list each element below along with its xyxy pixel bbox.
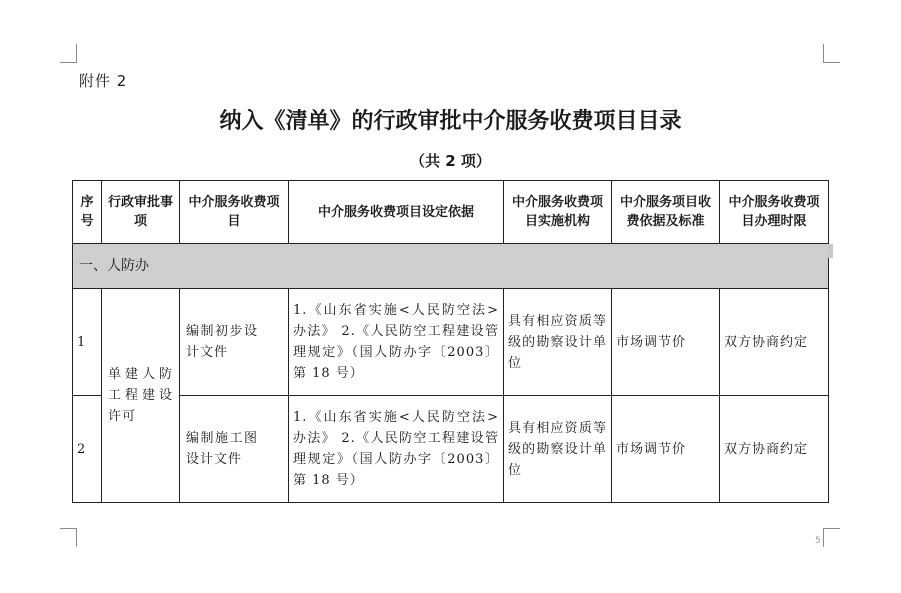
row-time-limit: 双方协商约定 — [720, 396, 829, 503]
crop-mark-top-left — [60, 44, 77, 63]
table-row — [73, 396, 829, 503]
row-no: 1 — [73, 289, 102, 396]
attachment-label: 附件 2 — [79, 72, 128, 90]
section-label: 一、人防办 — [73, 244, 829, 289]
header-approval-item: 行政审批事项 — [102, 181, 180, 244]
document-title: 纳入《清单》的行政审批中介服务收费项目目录 — [219, 109, 682, 134]
row-agency: 具有相应资质等级的勘察设计单位 — [504, 396, 612, 503]
page-number: 5 — [815, 536, 821, 546]
row-basis: 1.《山东省实施<人民防空法>办法》 2.《人民防空工程建设管理规定》（国人防办字〔2003〕第 18 号） — [289, 289, 504, 396]
table-row — [73, 289, 829, 396]
header-no: 序号 — [73, 181, 102, 244]
fee-items-table — [72, 180, 829, 503]
row-agency: 具有相应资质等级的勘察设计单位 — [504, 289, 612, 396]
header-project: 中介服务收费项目 — [180, 181, 289, 244]
row-project: 编制施工图设计文件 — [180, 396, 289, 503]
header-fee-basis: 中介服务项目收费依据及标准 — [612, 181, 720, 244]
row-project: 编制初步设计文件 — [180, 289, 289, 396]
crop-mark-bottom-right — [823, 528, 840, 547]
ruler-marker — [828, 244, 833, 258]
row-fee-basis: 市场调节价 — [612, 396, 720, 503]
header-time-limit: 中介服务收费项目办理时限 — [720, 181, 829, 244]
section-row — [73, 244, 829, 289]
approval-item-cell: 单建人防工程建设许可 — [102, 289, 180, 503]
document-subtitle: （共 2 项） — [410, 152, 491, 170]
header-basis: 中介服务收费项目设定依据 — [289, 181, 504, 244]
row-basis: 1.《山东省实施<人民防空法>办法》 2.《人民防空工程建设管理规定》（国人防办字〔2003〕第 18 号） — [289, 396, 504, 503]
header-agency: 中介服务收费项目实施机构 — [504, 181, 612, 244]
crop-mark-top-right — [823, 44, 840, 63]
table-header-row — [73, 181, 829, 244]
row-fee-basis: 市场调节价 — [612, 289, 720, 396]
row-no: 2 — [73, 396, 102, 503]
crop-mark-bottom-left — [60, 528, 77, 547]
row-time-limit: 双方协商约定 — [720, 289, 829, 396]
